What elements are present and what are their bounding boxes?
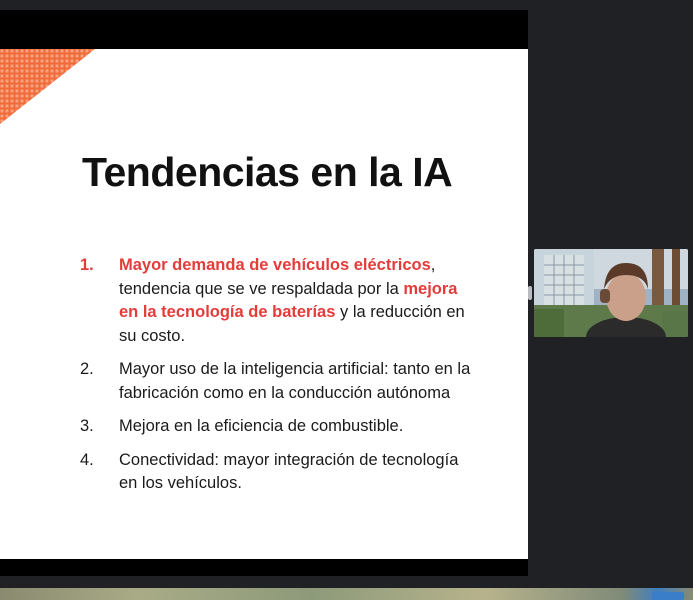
item-text-part: y la reducción en su costo. (119, 303, 465, 345)
highlight-text: mejora en la tecnología de baterías (119, 279, 458, 321)
item-number: 2. (80, 360, 94, 378)
item-number: 4. (80, 450, 94, 469)
slide-corner-decoration (0, 49, 95, 124)
bottom-background-strip (0, 588, 693, 600)
list-item (80, 254, 480, 348)
item-text (119, 254, 480, 348)
item-number: 1. (80, 256, 94, 274)
item-text: Mejora en la eficiencia de combustible. (119, 417, 404, 435)
list-item (80, 415, 480, 439)
list-item (80, 358, 480, 405)
bottom-action-button[interactable] (652, 592, 684, 600)
item-text: Conectividad: mayor integración de tecnología en los vehículos. (119, 450, 459, 492)
screen-share-area (0, 10, 528, 576)
slide-title: Tendencias en la IA (82, 149, 453, 195)
participant-video-icon (534, 249, 688, 337)
trend-list (80, 254, 480, 506)
panel-resize-handle[interactable] (528, 286, 532, 300)
item-text-part: , tendencia que se ve respaldada por la (119, 256, 436, 298)
presentation-slide (0, 49, 528, 559)
item-text: Mayor uso de la inteligencia artificial: tanto en la fabricación como en la conducción autónoma (119, 360, 471, 402)
participant-video-tile[interactable] (534, 249, 688, 337)
item-number: 3. (80, 417, 94, 435)
list-item (80, 449, 480, 496)
highlight-text: Mayor demanda de vehículos eléctricos (119, 256, 431, 274)
